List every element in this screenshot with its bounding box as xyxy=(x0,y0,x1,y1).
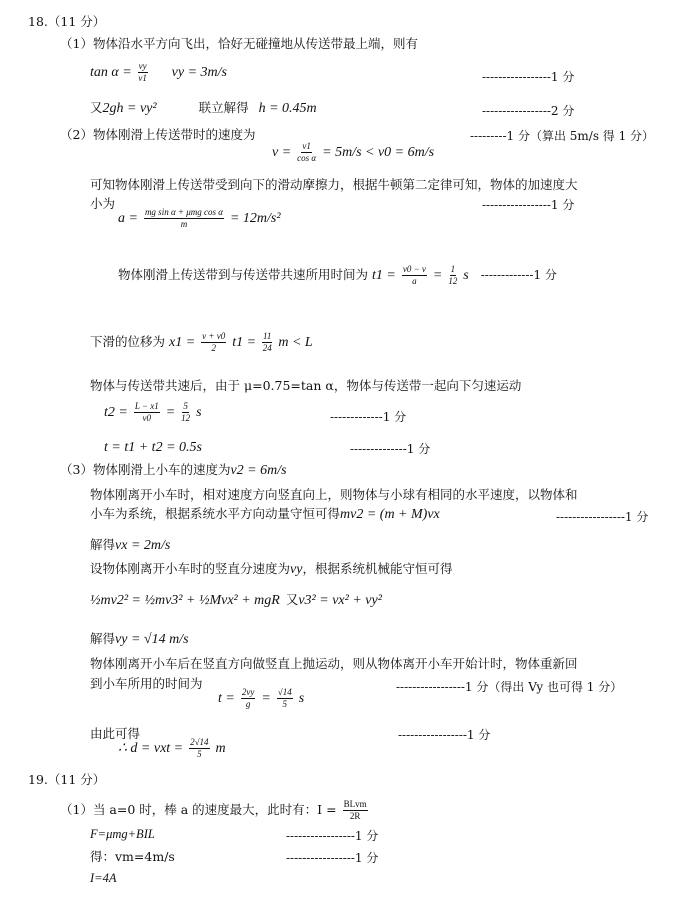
q18-height-equation xyxy=(90,100,317,118)
text: （1）当 a=0 时，棒 a 的速度最大，此时有：I = xyxy=(60,802,337,817)
eq: mv2 = (m + M)vx xyxy=(340,507,440,522)
eq-lhs: ∴ d = vxt = xyxy=(118,741,184,756)
q18-part2-intro: （2）物体刚滑上传送带时的速度为 xyxy=(60,127,256,142)
score-mark: --------------1 分 xyxy=(350,442,431,456)
eq: v2 = 6m/s xyxy=(230,463,287,478)
fraction xyxy=(144,208,224,229)
eq-result: = 5m/s < v0 = 6m/s xyxy=(322,145,435,160)
denominator: 24 xyxy=(262,343,272,353)
denominator: cos α xyxy=(297,153,317,163)
denominator: m xyxy=(180,219,188,229)
fraction xyxy=(277,688,293,709)
denominator: g xyxy=(245,699,251,709)
q18-text-line: 物体与传送带共速后，由于 μ=0.75=tan α，物体与传送带一起向下匀速运动 xyxy=(90,378,522,393)
q19-header: 19.（11 分） xyxy=(28,772,106,787)
equals: = xyxy=(432,268,443,283)
text: 解得 xyxy=(90,631,116,646)
join-text: 联立解得 xyxy=(198,100,249,115)
score-mark: -----------------1 分 xyxy=(286,829,379,843)
q18-x1-line xyxy=(90,332,313,353)
text: 下滑的位移为 xyxy=(90,334,166,349)
q18-velocity-equation xyxy=(272,142,434,163)
q18-text-line: 到小车所用的时间为 xyxy=(90,676,203,691)
score-mark: -----------------2 分 xyxy=(482,104,575,118)
score-mark: -----------------1 分 xyxy=(556,510,649,524)
text: 设物体刚离开小车时的竖直分速度为 xyxy=(90,561,291,576)
score-mark: -----------------1 分 xyxy=(482,198,575,212)
score-mark: -----------------1 分 xyxy=(398,728,491,742)
q18-vy-result xyxy=(90,631,189,649)
denominator: 12 xyxy=(448,276,458,286)
fraction xyxy=(189,738,209,759)
score-mark: -------------1 分 xyxy=(480,268,557,282)
q19-force-equation: F=μmg+BIL xyxy=(90,827,155,841)
fraction xyxy=(201,332,226,353)
eq: 2gh = vy² xyxy=(102,101,157,116)
text: 小车为系统，根据系统水平方向动量守恒可得 xyxy=(90,506,341,521)
q18-part3-intro xyxy=(60,462,287,480)
q18-t2-line xyxy=(104,402,202,423)
equals: = xyxy=(165,405,176,420)
eq-result: = 12m/s² xyxy=(229,211,281,226)
numerator: v1 xyxy=(302,141,311,151)
symbol: vy xyxy=(290,562,303,577)
fraction xyxy=(297,142,316,163)
score-mark: -------------1 分 xyxy=(330,410,407,424)
equals: = xyxy=(261,691,271,706)
fraction xyxy=(402,265,427,286)
q18-acceleration-equation xyxy=(118,208,281,229)
q18-conclusion: 由此可得 xyxy=(90,726,141,741)
q19-vm-result: 得：vm=4m/s xyxy=(90,849,175,864)
unit: s xyxy=(298,691,305,706)
numerator: 1 xyxy=(450,264,456,274)
denominator: v0 xyxy=(142,413,152,423)
eq-mid: t1 = xyxy=(232,335,257,350)
q18-distance-equation xyxy=(118,738,226,759)
score-mark: -----------------1 分（得出 Vy 也可得 1 分） xyxy=(396,680,623,694)
q18-momentum-line xyxy=(90,506,440,524)
score-mark: -----------------1 分 xyxy=(482,70,575,84)
q18-part1-intro: （1）物体沿水平方向飞出，恰好无碰撞地从传送带最上端，则有 xyxy=(60,36,418,51)
eq-lhs: t1 = xyxy=(372,268,396,283)
eq: vy = √14 m/s xyxy=(115,632,189,647)
eq-lhs: v = xyxy=(272,145,292,160)
eq-result: h = 0.45m xyxy=(258,101,317,116)
q18-energy-line xyxy=(90,592,382,610)
eq: vx = 2m/s xyxy=(115,538,171,553)
denominator: 5 xyxy=(282,699,287,709)
unit: m xyxy=(215,741,226,756)
fraction xyxy=(448,265,457,286)
denominator: v1 xyxy=(138,73,147,83)
numerator: 11 xyxy=(263,331,272,341)
unit: s xyxy=(463,268,469,283)
q18-time-equation xyxy=(218,688,304,709)
q18-total-time: t = t1 + t2 = 0.5s xyxy=(104,440,202,455)
denominator: 5 xyxy=(197,749,202,759)
numerator: v0 − v xyxy=(402,264,426,274)
q19-part1-intro xyxy=(60,800,370,821)
fraction xyxy=(241,688,256,709)
fraction xyxy=(134,402,160,423)
text: 解得 xyxy=(90,537,116,552)
q19-current-result: I=4A xyxy=(90,871,117,885)
text: 物体刚滑上传送带到与传送带共速所用时间为 xyxy=(118,267,369,282)
denominator: a xyxy=(412,276,417,286)
q18-vx-line xyxy=(90,537,170,555)
numerator: √14 xyxy=(277,687,292,697)
q18-header: 18.（11 分） xyxy=(28,14,106,29)
numerator: BLvm xyxy=(343,799,367,809)
fraction xyxy=(262,332,272,353)
numerator: v + v0 xyxy=(202,331,226,341)
score-mark: -----------------1 分 xyxy=(286,851,379,865)
numerator: 2√14 xyxy=(190,737,209,747)
text: （3）物体刚滑上小车的速度为 xyxy=(60,462,231,477)
q18-text-line: 物体刚离开小车后在竖直方向做竖直上抛运动，则从物体离开小车开始计时，物体重新回 xyxy=(90,656,578,671)
fraction xyxy=(138,62,148,83)
eq-lhs: t2 = xyxy=(104,405,128,420)
eq-lhs: tan α = xyxy=(90,65,132,80)
unit: s xyxy=(196,405,202,420)
numerator: L − x1 xyxy=(134,401,159,411)
score-mark: ---------1 分（算出 5m/s 得 1 分） xyxy=(470,129,655,143)
eq: ½mv2² = ½mv3² + ½Mvx² + mgR xyxy=(90,593,280,608)
prefix: 又 xyxy=(285,592,299,607)
q18-tan-equation xyxy=(90,62,227,83)
q18-text-line: 物体刚离开小车时，相对速度方向竖直向上，则物体与小球有相同的水平速度，以物体和 xyxy=(90,487,578,502)
numerator: 5 xyxy=(183,401,188,411)
text: ，根据系统机械能守恒可得 xyxy=(302,561,453,576)
eq-result: m < L xyxy=(278,335,313,350)
q18-t1-line xyxy=(118,265,557,286)
q18-text-line: 可知物体刚滑上传送带受到向下的滑动摩擦力，根据牛顿第二定律可知，物体的加速度大 xyxy=(90,177,578,192)
prefix: 又 xyxy=(90,100,103,115)
eq-lhs: t = xyxy=(218,691,235,706)
denominator: 12 xyxy=(181,413,191,423)
denominator: 2 xyxy=(211,343,216,353)
eq-lhs: x1 = xyxy=(169,335,196,350)
q18-vy-intro xyxy=(90,561,452,579)
numerator: 2vy xyxy=(241,687,255,697)
numerator: mg sin α + μmg cos α xyxy=(144,207,223,217)
fraction xyxy=(343,800,368,821)
eq-result: vy = 3m/s xyxy=(171,65,227,80)
q18-text-line: 小为 xyxy=(90,196,116,211)
numerator: vy xyxy=(138,61,147,71)
eq: v3² = vx² + vy² xyxy=(298,593,382,608)
fraction xyxy=(181,402,190,423)
eq-lhs: a = xyxy=(118,211,138,226)
denominator: 2R xyxy=(349,811,361,821)
